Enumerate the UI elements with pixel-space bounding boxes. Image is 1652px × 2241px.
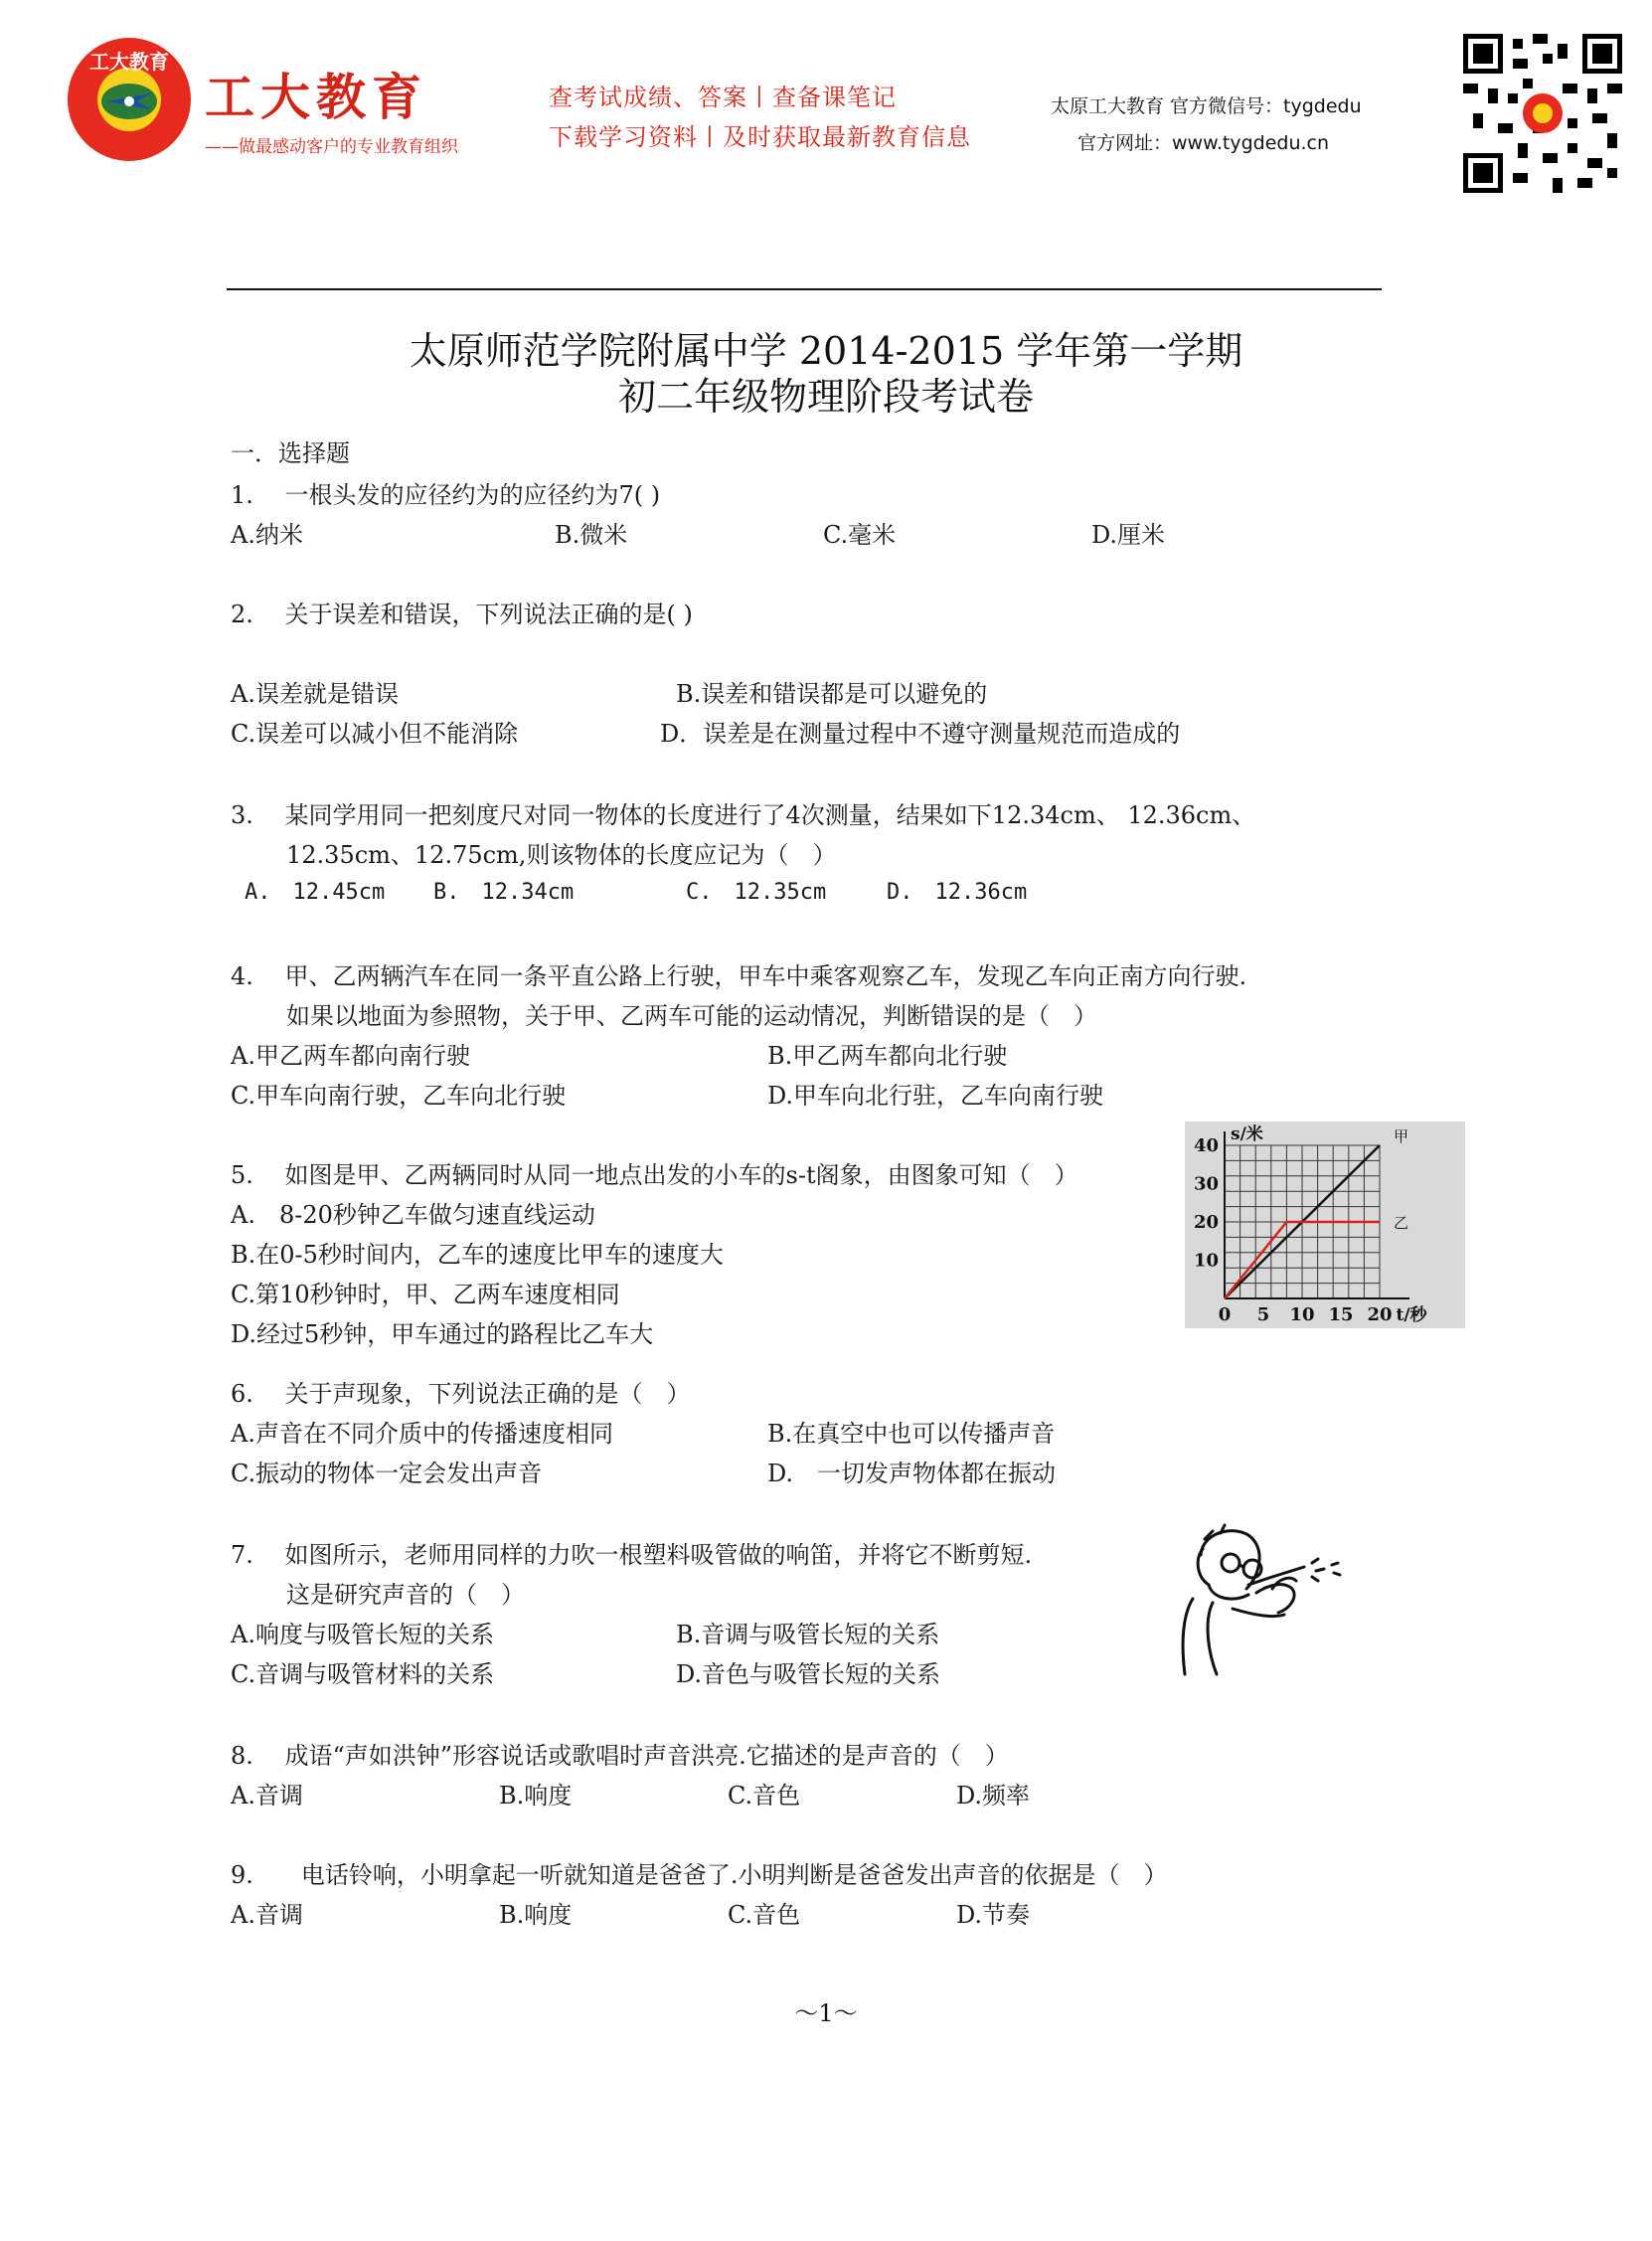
airplane-icon xyxy=(97,72,161,127)
y-tick-label: 20 xyxy=(1193,1212,1219,1233)
st-graph-figure xyxy=(1185,1121,1465,1328)
exam-title-line-2: 初二年级物理阶段考试卷 xyxy=(617,375,1034,419)
header-divider xyxy=(227,288,1382,290)
section-heading: 一．选择题 xyxy=(231,439,350,467)
x-tick-label: 20 xyxy=(1367,1304,1393,1325)
question-6-option-d: D. 一切发声物体都在振动 xyxy=(767,1460,1057,1487)
y-tick-label: 10 xyxy=(1193,1250,1219,1272)
question-5-option-c: C.第10秒钟时，甲、乙两车速度相同 xyxy=(231,1281,620,1308)
x-tick-label: 5 xyxy=(1256,1304,1270,1325)
question-5-option-b: B.在0-5秒时间内，乙车的速度比甲车的速度大 xyxy=(231,1241,724,1269)
question-2-stem: 2. 关于误差和错误，下列说法正确的是( ) xyxy=(231,601,693,628)
question-1-stem: 1. 一根头发的应径约为的应径约为7( ) xyxy=(231,481,661,509)
question-1-option-a: A.纳米 xyxy=(231,521,303,549)
page-number: ～1～ xyxy=(794,1999,858,2027)
teacher-blowing-straw-figure xyxy=(1173,1519,1392,1678)
x-axis-label: t/秒 xyxy=(1396,1305,1427,1325)
y-axis-label: s/米 xyxy=(1231,1124,1263,1144)
question-2-option-d: D．误差是在测量过程中不遵守测量规范而造成的 xyxy=(660,720,1181,748)
brand-slogan: ——做最感动客户的专业教育组织 xyxy=(205,137,458,157)
exam-title-line-1: 太原师范学院附属中学 2014-2015 学年第一学期 xyxy=(409,329,1243,373)
y-tick-label: 40 xyxy=(1193,1135,1219,1156)
question-7-option-c: C.音调与吸管材料的关系 xyxy=(231,1660,495,1688)
question-4-option-b: B.甲乙两车都向北行驶 xyxy=(767,1042,1008,1070)
website-url[interactable]: 官方网址：www.tygdedu.cn xyxy=(1077,132,1330,154)
qr-code-icon xyxy=(1463,34,1622,193)
question-6-stem: 6. 关于声现象，下列说法正确的是（ ） xyxy=(231,1380,691,1408)
question-3-stem-2: 12.35cm、12.75cm,则该物体的长度应记为（ ） xyxy=(286,841,837,869)
x-tick-label: 0 xyxy=(1218,1304,1232,1325)
question-3-option-c: C. 12.35cm xyxy=(686,880,827,905)
question-2-option-c: C.误差可以减小但不能消除 xyxy=(231,720,519,748)
question-7-option-d: D.音色与吸管长短的关系 xyxy=(676,1660,941,1688)
question-2-option-b: B.误差和错误都是可以避免的 xyxy=(676,680,988,708)
question-9-option-c: C.音色 xyxy=(728,1901,801,1929)
question-4-option-d: D.甲车向北行驻，乙车向南行驶 xyxy=(767,1082,1104,1110)
question-8-option-d: D.频率 xyxy=(956,1782,1031,1810)
question-6-option-c: C.振动的物体一定会发出声音 xyxy=(231,1460,543,1487)
question-8-option-a: A.音调 xyxy=(231,1782,303,1810)
question-6-option-b: B.在真空中也可以传播声音 xyxy=(767,1420,1056,1448)
question-3-stem: 3. 某同学用同一把刻度尺对同一物体的长度进行了4次测量，结果如下12.34cm、 12.36cm、 xyxy=(231,801,1256,829)
question-1-option-b: B.微米 xyxy=(555,521,628,549)
x-tick-label: 10 xyxy=(1289,1304,1315,1325)
series-label-2: 乙 xyxy=(1394,1214,1409,1232)
question-9-stem: 9. 电话铃响，小明拿起一听就知道是爸爸了.小明判断是爸爸发出声音的依据是（ ） xyxy=(231,1861,1168,1889)
question-2-option-a: A.误差就是错误 xyxy=(231,680,399,708)
question-8-stem: 8. 成语“声如洪钟”形容说话或歌唱时声音洪亮.它描述的是声音的（ ） xyxy=(231,1742,1009,1770)
question-1-option-d: D.厘米 xyxy=(1091,521,1166,549)
question-4-option-c: C.甲车向南行驶，乙车向北行驶 xyxy=(231,1082,567,1110)
question-4-stem-2: 如果以地面为参照物，关于甲、乙两车可能的运动情况，判断错误的是（ ） xyxy=(286,1002,1097,1030)
promo-line-1: 查考试成绩、答案丨查备课笔记 xyxy=(549,84,897,111)
question-4-option-a: A.甲乙两车都向南行驶 xyxy=(231,1042,470,1070)
question-3-option-a: A. 12.45cm xyxy=(245,880,386,905)
question-3-option-d: D. 12.36cm xyxy=(887,880,1028,905)
question-9-option-b: B.响度 xyxy=(499,1901,573,1929)
question-8-option-c: C.音色 xyxy=(728,1782,801,1810)
series-label-1: 甲 xyxy=(1394,1127,1409,1145)
question-9-option-d: D.节奏 xyxy=(956,1901,1031,1929)
question-7-option-b: B.音调与吸管长短的关系 xyxy=(676,1621,940,1648)
question-7-stem: 7. 如图所示，老师用同样的力吹一根塑料吸管做的响笛，并将它不断剪短. xyxy=(231,1541,1033,1569)
question-5-option-d: D.经过5秒钟，甲车通过的路程比乙车大 xyxy=(231,1320,654,1348)
question-5-option-a: A. 8-20秒钟乙车做匀速直线运动 xyxy=(231,1201,595,1229)
question-4-stem: 4. 甲、乙两辆汽车在同一条平直公路上行驶，甲车中乘客观察乙车，发现乙车向正南方向行驶. xyxy=(231,962,1247,990)
y-tick-label: 30 xyxy=(1193,1173,1219,1195)
question-7-stem-2: 这是研究声音的（ ） xyxy=(286,1581,525,1609)
wechat-id: 太原工大教育 官方微信号：tygdedu xyxy=(1051,95,1362,117)
st-graph xyxy=(1185,1121,1465,1328)
question-3-option-b: B. 12.34cm xyxy=(433,880,575,905)
question-8-option-b: B.响度 xyxy=(499,1782,573,1810)
promo-line-2: 下载学习资料丨及时获取最新教育信息 xyxy=(549,123,971,151)
question-7-option-a: A.响度与吸管长短的关系 xyxy=(231,1621,494,1648)
x-tick-label: 15 xyxy=(1328,1304,1354,1325)
brand-name: 工大教育 xyxy=(205,69,427,126)
badge-text: 工大教育 xyxy=(89,50,169,74)
logo-icon xyxy=(68,38,191,161)
question-6-option-a: A.声音在不同介质中的传播速度相同 xyxy=(231,1420,613,1448)
question-1-option-c: C.毫米 xyxy=(823,521,897,549)
question-5-stem: 5. 如图是甲、乙两辆同时从同一地点出发的小车的s-t阁象，由图象可知（ ） xyxy=(231,1161,1078,1189)
question-9-option-a: A.音调 xyxy=(231,1901,303,1929)
